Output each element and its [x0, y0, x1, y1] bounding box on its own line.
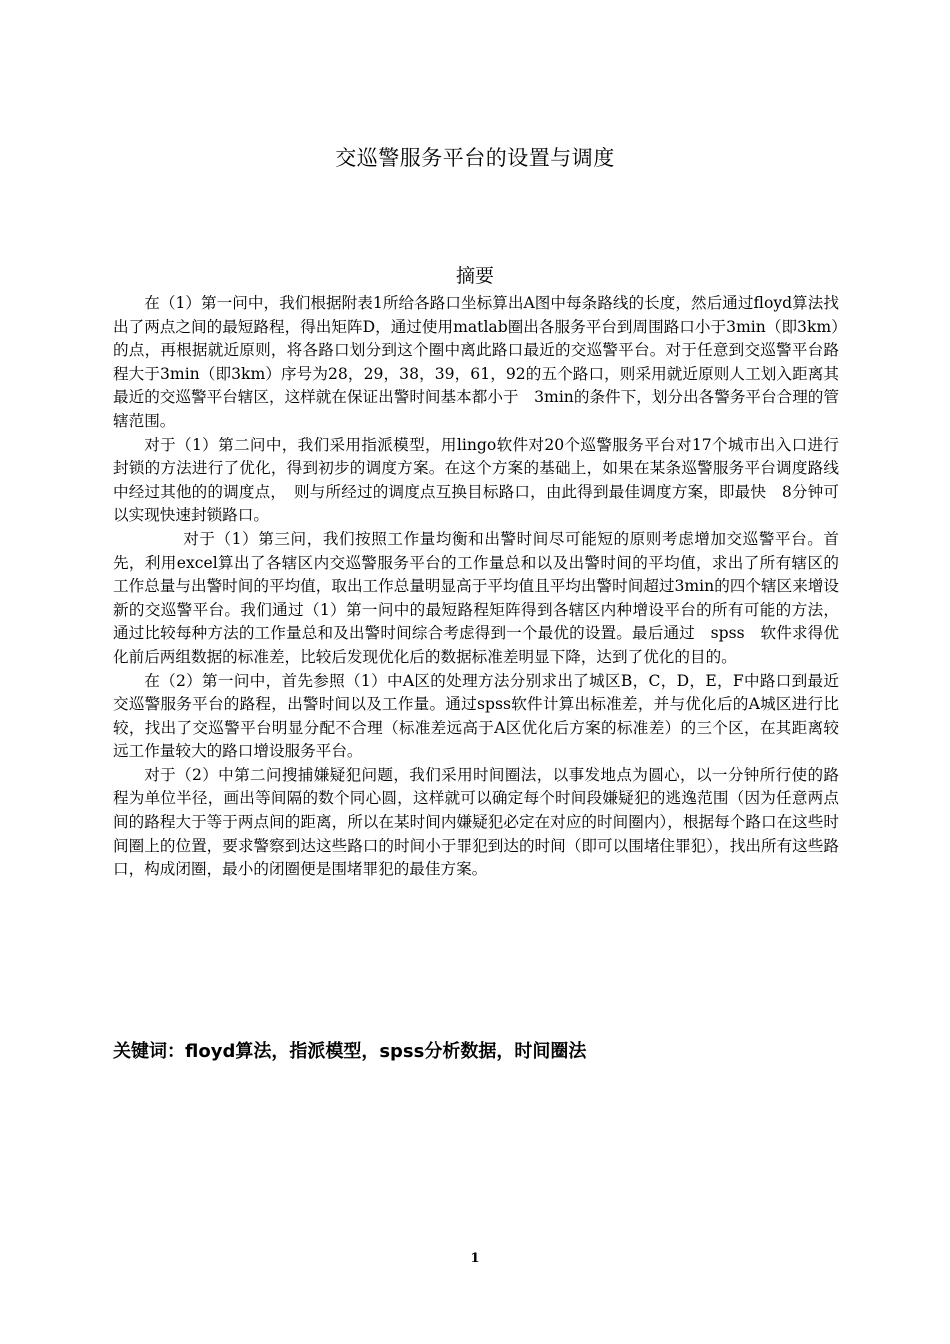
abstract-body — [113, 292, 839, 882]
abstract-paragraph-2: 对于（1）第二问中，我们采用指派模型，用lingo软件对20个巡警服务平台对17个城市出入口进行封锁的方法进行了优化，得到初步的调度方案。在这个方案的基础上，如果在某条巡警服务平台调度路线中经过其他的的调度点， 则与所经过的调度点互换目标路口，由此得到最佳调度方案，即最快 8分钟可以实现快速封锁路口。 — [113, 435, 839, 525]
abstract-heading: 摘要 — [455, 265, 494, 287]
abstract-paragraph-3: 对于（1）第三问，我们按照工作量均衡和出警时间尽可能短的原则考虑增加交巡警平台。首先，利用excel算出了各辖区内交巡警服务平台的工作量总和以及出警时间的平均值，求出了所有辖区的工作总量与出警时间的平均值，取出工作总量明显高于平均值且平均出警时间超过3min的四个辖区来增设新的交巡警平台。我们通过（1）第一问中的最短路程矩阵得到各辖区内种增设平台的所有可能的方法，通过比较每种方法的工作量总和及出警时间综合考虑得到一个最优的设置。最后通过 spss 软件求得优化前后两组数据的标准差，比较后发现优化后的数据标准差明显下降，达到了优化的目的。 — [113, 529, 839, 666]
abstract-paragraph-5: 对于（2）中第二问搜捕嫌疑犯问题，我们采用时间圈法，以事发地点为圆心，以一分钟所行使的路程为单位半径，画出等间隔的数个同心圆，这样就可以确定每个时间段嫌疑犯的逃逸范围（因为任意两点间的路程大于等于两点间的距离，所以在某时间内嫌疑犯必定在对应的时间圈内），根据每个路口在这些时间圈上的位置，要求警察到达这些路口的时间小于罪犯到达的时间（即可以围堵住罪犯），找出所有这些路口，构成闭圈，最小的闭圈便是围堵罪犯的最佳方案。 — [113, 765, 839, 879]
page-number: 1 — [470, 1251, 480, 1266]
abstract-paragraph-1: 在（1）第一问中，我们根据附表1所给各路口坐标算出A图中每条路线的长度，然后通过floyd算法找出了两点之间的最短路程，得出矩阵D，通过使用matlab圈出各服务平台到周围路口小于3min（即3km）的点，再根据就近原则，将各路口划分到这个圈中离此路口最近的交巡警平台。对于任意到交巡警平台路程大于3min（即3km）序号为28，29，38，39，61，92的五个路口，则采用就近原则人工划入距离其最近的交巡警平台辖区，这样就在保证出警时间基本都小于 3min的条件下，划分出各警务平台合理的管辖范围。 — [113, 294, 839, 430]
abstract-paragraph-4: 在（2）第一问中，首先参照（1）中A区的处理方法分别求出了城区B，C，D，E，F中路口到最近交巡警服务平台的路程，出警时间以及工作量。通过spss软件计算出标准差，并与优化后的A城区进行比较，找出了交巡警平台明显分配不合理（标准差远高于A区优化后方案的标准差）的三个区，在其距离较远工作量较大的路口增设服务平台。 — [113, 671, 839, 761]
document-title: 交巡警服务平台的设置与调度 — [335, 146, 615, 170]
keywords-line: 关键词：floyd算法，指派模型，spss分析数据，时间圈法 — [113, 1041, 587, 1062]
